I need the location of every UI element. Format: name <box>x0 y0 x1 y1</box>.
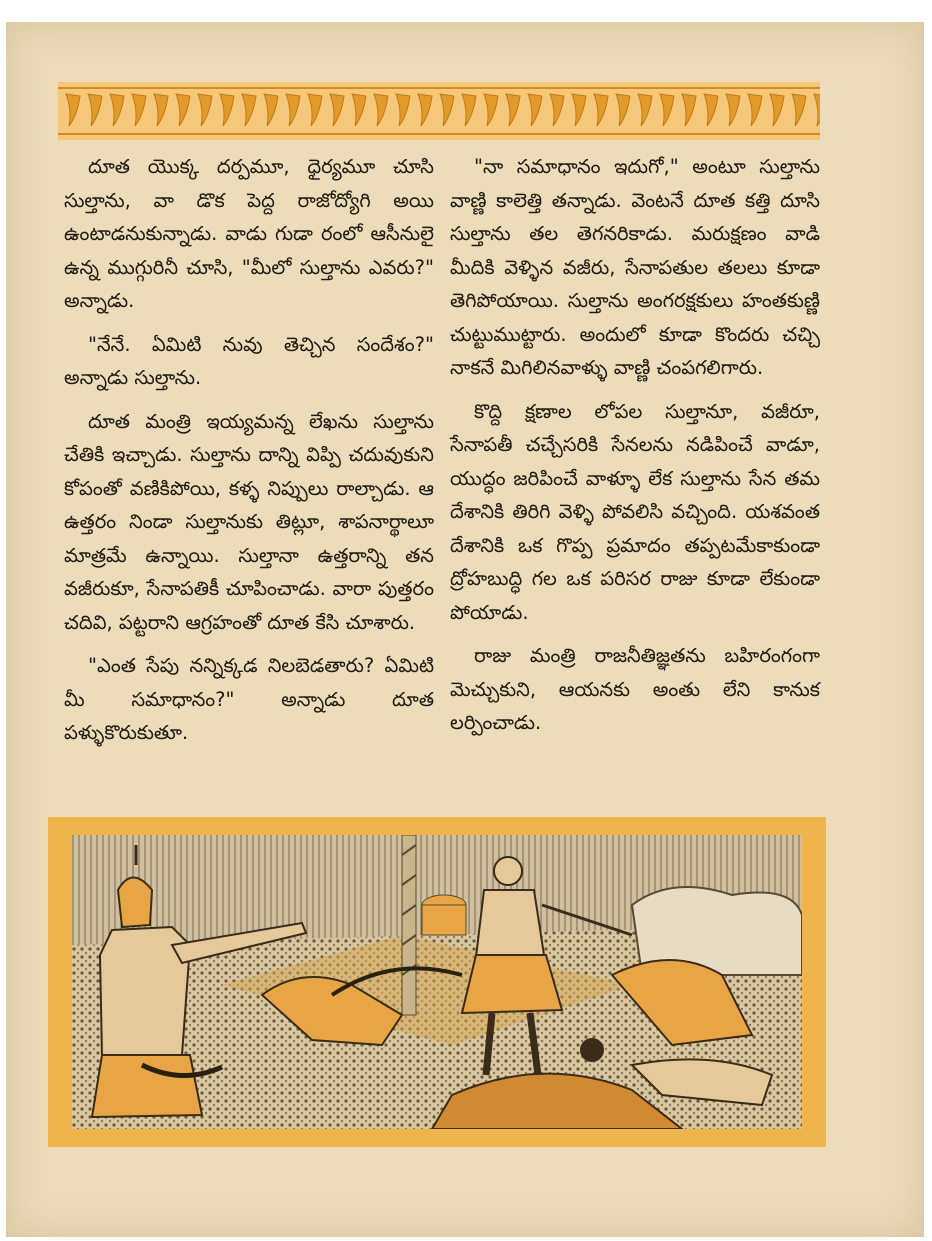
paragraph: "నా సమాధానం ఇదుగో," అంటూ సుల్తాను వాణ్ణి కాలెత్తి తన్నాడు. వెంటనే దూత కత్తి దూసి సుల్తాను తల తెగనరికాడు. మరుక్షణం వాడి మీదికి వెళ్ళిన వజీరు, సేనాపతుల తలలు కూడా తెగిపోయాయి. సుల్తాను అంగరక్షకులు హంతకుణ్ణి చుట్టుముట్టారు. అందులో కూడా కొందరు చచ్చి నాకనే మిగిలినవాళ్ళు వాణ్ణి చంపగలిగారు. <box>450 155 820 379</box>
left-text-column <box>64 150 434 760</box>
battle-scene-illustration <box>48 817 826 1147</box>
paragraph: "నేనే. ఏమిటి నువు తెచ్చిన సందేశం?" అన్నాడు సుల్తాను. <box>64 332 434 389</box>
paragraph: రాజు మంత్రి రాజనీతిజ్ఞతను బహిరంగంగా మెచ్చుకుని, ఆయనకు అంతు లేని కానుక లర్పించాడు. <box>450 644 820 734</box>
magazine-page <box>6 22 924 1237</box>
right-text-column <box>450 150 820 750</box>
paragraph: దూత మంత్రి ఇయ్యమన్న లేఖను సుల్తాను చేతికి ఇచ్చాడు. సుల్తాను దాన్ని విప్పి చదువుకుని కోపంతో వణికిపోయి, కళ్ళ నిప్పులు రాల్చాడు. ఆ ఉత్తరం నిండా సుల్తానుకు తిట్లూ, శాపనార్థాలూ మాత్రమే ఉన్నాయి. సుల్తానా ఉత్తరాన్ని తన వజీరుకూ, సేనాపతికీ చూపించాడు. వారా పుత్తరం చదివి, పట్టరాని ఆగ్రహంతో దూత కేసి చూశారు. <box>64 409 434 634</box>
paragraph: "ఎంత సేపు నన్నిక్కడ నిలబెడతారు? ఏమిటి మీ సమాధానం?" అన్నాడు దూత పళ్ళుకొరుకుతూ. <box>64 654 434 744</box>
paragraph: కొద్ది క్షణాల లోపల సుల్తానూ, వజీరూ, సేనాపతీ చచ్చేసరికి సేనలను నడిపించే వాడూ, యుద్ధం జరిపించే వాళ్ళూ లేక సుల్తాను సేన తమ దేశానికి తిరిగి వెళ్ళి పోవలిసి వచ్చింది. యశవంత దేశానికి ఒక గొప్ప ప్రమాదం తప్పటమేకాకుండా ద్రోహబుద్ధి గల ఒక పరిసర రాజు కూడా లేకుండా పోయాడు. <box>450 399 820 624</box>
paragraph: దూత యొక్క దర్పమూ, ధైర్యమూ చూసి సుల్తాను, వా డొక పెద్ద రాజోద్యోగి అయి ఉంటాడనుకున్నాడు. వాడు గుడా రంలో ఆసీనులై ఉన్న ముగ్గురినీ చూసి, "మీలో సుల్తాను ఎవరు?" అన్నాడు. <box>64 155 434 312</box>
ornamental-border <box>58 82 820 140</box>
